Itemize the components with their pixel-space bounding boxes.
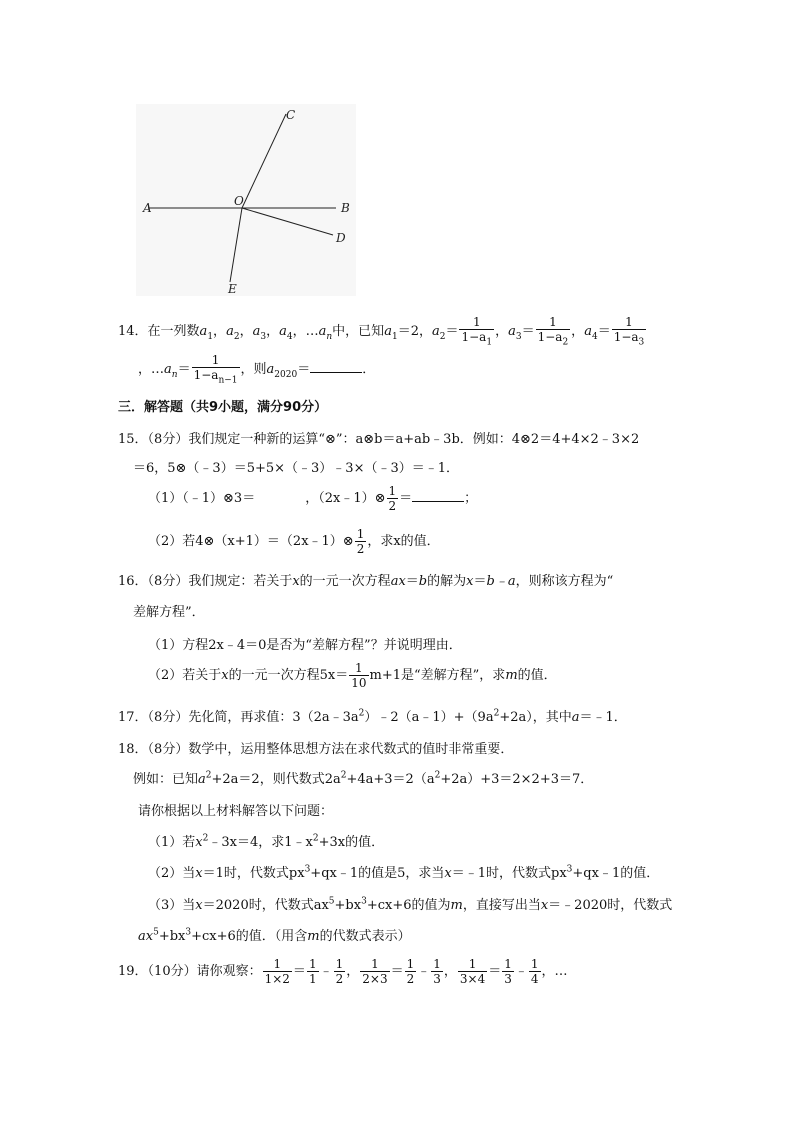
q14-given2-eq: ＝: [445, 324, 459, 340]
q19-m3: ﹣: [514, 964, 528, 979]
q14-given1-a: a: [384, 324, 392, 340]
q14-s4: 4: [286, 331, 293, 342]
q19-frac7: [458, 958, 487, 985]
q14-line2-pre: ，…: [138, 362, 165, 378]
q16-p2-den: 10: [351, 676, 367, 690]
q14-a3: a: [252, 324, 261, 340]
q14-given4-a: a: [584, 324, 592, 340]
q19-s1: ，: [346, 964, 360, 979]
q16-p2-d: 的值．: [517, 668, 557, 683]
q16-line1: [118, 570, 613, 589]
q18-p2-e: +qx﹣1的值．: [572, 866, 660, 881]
q14-given2-a: a: [431, 324, 440, 340]
q17-c: +2a），其中: [499, 710, 572, 725]
q15-p1-den: 2: [388, 499, 397, 513]
q14-mid: 中，已知: [332, 324, 385, 340]
q17-a: 17．（8分）先化简，再求值：3（2a﹣3a: [118, 710, 359, 725]
q18-p2-sup1: 3: [304, 864, 311, 875]
q17-sup2: 2: [493, 708, 500, 719]
label-c: C: [286, 108, 296, 122]
q18-p3-x: x: [195, 898, 203, 913]
q18-ex-e: +2a）+3＝2×2+3＝7．: [440, 772, 594, 787]
q18-p3-x2: x: [540, 898, 549, 913]
q18-p2-c: +qx﹣1的值是5，求当: [310, 866, 445, 881]
ray-oe: [230, 208, 242, 282]
q14-s1: 1: [207, 331, 214, 342]
q15-p2-frac: [355, 528, 367, 555]
q14-line1: [118, 316, 647, 347]
q16-l1-a: 16．（8分）我们规定：若关于: [118, 574, 293, 589]
q16-l1-b: 的一元一次方程: [299, 574, 391, 589]
q16-x: x: [292, 574, 300, 589]
label-e: E: [228, 282, 237, 296]
q16-line2: 差解方程”．: [133, 605, 205, 620]
q16-ax: ax: [390, 574, 406, 589]
q19-f8n: 1: [504, 957, 512, 971]
q14-f4-num: 1: [612, 316, 647, 330]
q14-ask-a: a: [266, 362, 275, 378]
q16-p2-num: 1: [349, 662, 368, 676]
q19-frac1: [263, 958, 292, 985]
q19-f2n: 1: [308, 957, 317, 971]
q16-l1-e: ＝: [473, 574, 487, 589]
q14-given1-s: 1: [391, 331, 398, 342]
q19-end: ，…: [541, 964, 568, 979]
q18-ex-b: a: [198, 772, 206, 787]
q19-f9d: 4: [530, 972, 539, 986]
q18-p1-b: ﹣3x＝4，求1﹣x: [208, 835, 313, 850]
q19-f1d: 1×2: [264, 972, 290, 986]
q15-p1-c: ＝: [399, 491, 413, 506]
q19-f5d: 2: [406, 972, 415, 986]
q14-line2: [138, 354, 375, 385]
q14-f4-den: 1−a: [613, 330, 639, 344]
q18-p1-c: +3x的值．: [318, 835, 385, 850]
q19-line: [118, 958, 568, 985]
q18-p3l2-m: m: [307, 929, 320, 944]
q18-p3l2-sup2: 3: [185, 927, 192, 938]
q19-eq1: ＝: [292, 964, 306, 979]
q18-p3l2-c: +cx+6的值．（用含: [191, 929, 308, 944]
geometry-figure: [136, 104, 356, 296]
q15-p2-b: ，求x的值．: [367, 534, 440, 549]
q14-c4: ，…: [292, 324, 319, 340]
q14-given3-s: 3: [515, 331, 522, 342]
q14-given4-eq: ＝: [597, 324, 611, 340]
q18-ex-sup1: 2: [205, 770, 212, 781]
q14-s3: 3: [260, 331, 267, 342]
q18-p1-sup2: 2: [312, 833, 319, 844]
q18-p2-b: ＝1时，代数式px: [202, 866, 305, 881]
q19-f6d: 3: [433, 972, 441, 986]
q17-a-var: a: [571, 710, 580, 725]
q19-f4d: 2×3: [362, 972, 388, 986]
q19-m1: ﹣: [319, 964, 333, 979]
q19-f1n: 1: [263, 958, 292, 972]
section3-title: 三．解答题（共9小题，满分90分）: [118, 400, 328, 415]
q18-p1-x: x: [195, 835, 203, 850]
q14-frac-an: [192, 354, 240, 385]
q16-b: b: [418, 574, 428, 589]
q14-sep4: ，: [571, 324, 585, 340]
q18-p2-a: （2）当: [148, 866, 196, 881]
q19-f3d: 2: [335, 972, 344, 986]
q14-answer-blank[interactable]: [310, 360, 362, 373]
q14-given2-s: 2: [439, 331, 446, 342]
q18-part3-line2: [138, 925, 411, 944]
q14-end: ．: [362, 362, 376, 378]
q18-p3l2-a: ax: [138, 929, 154, 944]
q14-fn-den-wrap: [192, 368, 240, 385]
q14-frac-a3: [536, 316, 571, 347]
q16-l1-f: ，则称该方程为“: [515, 574, 614, 589]
q17-line: [118, 706, 627, 725]
q14-f2-den: 1−a: [461, 330, 487, 344]
q19-frac5: [405, 958, 417, 985]
q19-f2d: 1: [308, 972, 317, 986]
q16-p2-x: x: [221, 668, 229, 683]
q15-p1-blank2[interactable]: [412, 489, 464, 502]
q19-f9n: 1: [530, 957, 539, 971]
q16-part2: [148, 662, 557, 689]
q19-frac3: [334, 958, 346, 985]
q18-ex-sup3: 2: [434, 770, 441, 781]
q14-given3-eq: ＝: [521, 324, 535, 340]
q17-d: ＝﹣1．: [579, 710, 627, 725]
q16-ba: b﹣a: [486, 574, 516, 589]
q14-given3-a: a: [508, 324, 516, 340]
q15-p2-a: （2）若4⊗（x+1）＝（2x﹣1）⊗: [148, 534, 354, 549]
q14-f4-sub: 3: [638, 337, 645, 348]
q14-a1: a: [199, 324, 208, 340]
q19-eq3: ＝: [488, 964, 502, 979]
q14-c2: ，: [239, 324, 253, 340]
q18-intro: 请你根据以上材料解答以下问题：: [138, 804, 334, 819]
q17-b: ）﹣2（a﹣1）+（9a: [364, 710, 494, 725]
q14-f3-den-wrap: [536, 330, 571, 347]
q18-p3-c: +bx: [334, 898, 362, 913]
q14-f2-den-wrap: [459, 330, 494, 347]
q19-frac4: [360, 958, 389, 985]
q14-sep3: ，: [495, 324, 509, 340]
q14-fn-den: 1−a: [193, 368, 219, 382]
q18-p1-sup1: 2: [202, 833, 209, 844]
q18-p3-m: m: [450, 898, 463, 913]
q19-frac2: [307, 958, 319, 985]
q14-f2-sub: 1: [486, 337, 493, 348]
q16-p2-b: 的一元一次方程5x＝: [228, 668, 349, 683]
q15-part1: [148, 485, 477, 512]
q14-ask-s: 2020: [274, 369, 298, 380]
q19-f7d: 3×4: [459, 972, 486, 986]
q14-given4-s: 4: [591, 331, 598, 342]
q15-p1-d: ；: [464, 491, 478, 506]
q14-gn-eq: ＝: [177, 362, 191, 378]
q18-p3-sup1: 5: [328, 896, 335, 907]
q19-f6n: 1: [433, 957, 441, 971]
q18-ex-d: +4a+3＝2（a: [346, 772, 435, 787]
q14-f4-den-wrap: [612, 330, 647, 347]
q16-p2-m: m: [505, 668, 518, 683]
q14-sn: n: [326, 331, 333, 342]
q15-p2-num: 1: [356, 527, 365, 541]
q18-p3-b: ＝2020时，代数式ax: [202, 898, 329, 913]
q14-an: a: [318, 324, 327, 340]
q16-p2-a: （2）若关于: [148, 668, 222, 683]
q19-f5n: 1: [406, 957, 415, 971]
q18-p3-d: +cx+6的值为: [366, 898, 451, 913]
q15-p2-den: 2: [356, 542, 365, 556]
q19-f3n: 1: [335, 957, 344, 971]
q14-f3-num: 1: [536, 316, 571, 330]
q19-f7n: 1: [458, 958, 487, 972]
label-d: D: [336, 231, 346, 245]
q18-p3l2-b: +bx: [158, 929, 186, 944]
q18-p1-a: （1）若: [148, 835, 196, 850]
q18-part2: [148, 862, 659, 881]
q18-p2-sup2: 3: [566, 864, 573, 875]
q16-l1-d: 的解为: [427, 574, 467, 589]
q14-fn-sub: n−1: [218, 375, 238, 386]
q19-eq2: ＝: [390, 964, 404, 979]
q18-p3l2-d: 的代数式表示）: [319, 929, 411, 944]
q19-frac9: [529, 958, 541, 985]
q18-p3-a: （3）当: [148, 898, 196, 913]
q15-part2: [148, 528, 440, 555]
q14-c1: ，: [213, 324, 227, 340]
q16-part1: （1）方程2x﹣4＝0是否为“差解方程”？并说明理由．: [148, 638, 462, 653]
q19-a: 19．（10分）请你观察：: [118, 964, 262, 979]
q14-a2: a: [226, 324, 234, 340]
q19-frac6: [431, 958, 443, 985]
ray-od: [242, 208, 333, 235]
q14-fn-num: 1: [192, 354, 240, 368]
q16-x2: x: [466, 574, 474, 589]
q19-f4n: 1: [360, 958, 389, 972]
q18-ex-c: +2a＝2，则代数式2a: [211, 772, 341, 787]
q14-c3: ，: [266, 324, 280, 340]
q18-p3-e: ，直接写出当: [462, 898, 541, 913]
q15-line1: 15．（8分）我们规定一种新的运算“⊗”：a⊗b＝a+ab﹣3b．例如：4⊗2＝4+4×2﹣3×2: [118, 432, 640, 447]
label-o: O: [234, 194, 244, 208]
q19-frac8: [502, 958, 514, 985]
q14-given1-rest: ＝2，: [397, 324, 432, 340]
q14-s2: 2: [233, 331, 240, 342]
q14-frac-a2: [459, 316, 494, 347]
label-a: A: [143, 201, 152, 215]
q14-f3-sub: 2: [562, 337, 569, 348]
q14-frac-a4: [612, 316, 647, 347]
q14-f3-den: 1−a: [537, 330, 563, 344]
q14-a4: a: [279, 324, 287, 340]
q15-p1-num: 1: [388, 484, 397, 498]
label-b: B: [341, 201, 350, 215]
q19-f8d: 3: [504, 972, 512, 986]
q18-part3: [148, 894, 672, 913]
q18-ex-a: 例如：已知: [133, 772, 199, 787]
q19-s2: ，: [443, 964, 457, 979]
q18-part1: [148, 831, 384, 850]
q14-gn-a: a: [164, 362, 172, 378]
q18-p3-sup2: 3: [361, 896, 367, 907]
q18-example: [133, 768, 593, 787]
q18-line1: 18．（8分）数学中，运用整体思想方法在求代数式的值时非常重要．: [118, 742, 514, 757]
q16-l1-c: ＝: [405, 574, 419, 589]
q18-ex-sup2: 2: [340, 770, 347, 781]
q14-gn-s: n: [171, 369, 178, 380]
q18-p3-f: ＝﹣2020时，代数式: [548, 898, 673, 913]
q16-p2-frac: [349, 662, 368, 689]
q14-tail: ，则: [240, 362, 267, 378]
q19-m2: ﹣: [417, 964, 431, 979]
q18-p3l2-sup1: 5: [153, 927, 159, 938]
q14-ask-eq: ＝: [297, 362, 311, 378]
ray-oc: [242, 114, 286, 208]
q15-p1-a: （1）（﹣1）⊗3＝: [148, 491, 256, 506]
q15-p1-frac: [387, 485, 399, 512]
q14-prefix: 14．在一列数: [118, 324, 200, 340]
q16-p2-c: m+1是“差解方程”，求: [369, 668, 506, 683]
q17-sup1: 2: [358, 708, 365, 719]
q18-p2-x2: x: [444, 866, 452, 881]
q14-f2-num: 1: [459, 316, 494, 330]
q15-line2: ＝6，5⊗（﹣3）＝5+5×（﹣3）﹣3×（﹣3）＝﹣1．: [133, 461, 460, 476]
q18-p2-x: x: [195, 866, 203, 881]
q15-p1-b: ，（2x﹣1）⊗: [305, 491, 386, 506]
q18-p2-d: ＝﹣1时，代数式px: [451, 866, 567, 881]
